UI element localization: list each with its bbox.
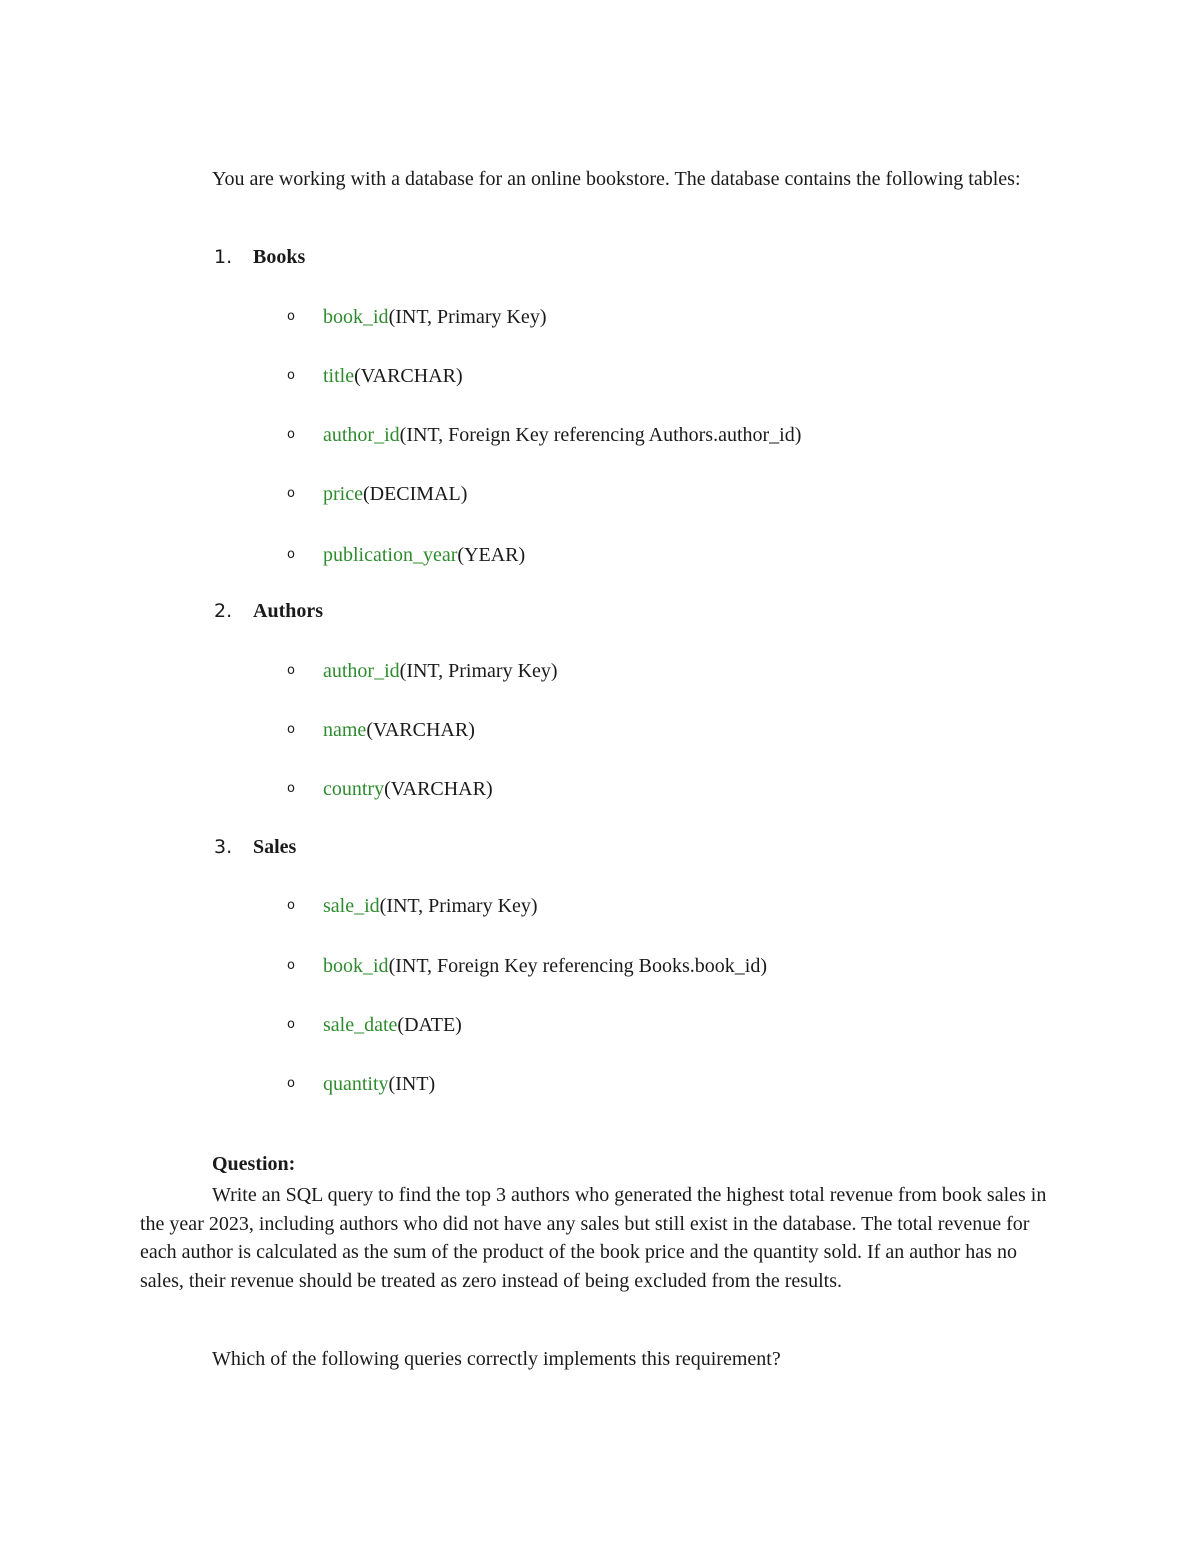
field-type: (DATE) bbox=[397, 1014, 462, 1036]
bullet-icon: o bbox=[287, 722, 295, 737]
section-title: Authors bbox=[253, 600, 324, 622]
field-type: (INT, Primary Key) bbox=[379, 895, 538, 917]
bullet-icon: o bbox=[287, 663, 295, 678]
bullet-icon: o bbox=[287, 781, 295, 796]
field-name: publication_year(YEAR) bbox=[323, 544, 526, 566]
field-name: sale_id(INT, Primary Key) bbox=[323, 895, 538, 917]
field-type: (VARCHAR) bbox=[366, 719, 475, 741]
bullet-icon: o bbox=[287, 898, 295, 913]
field-name: name(VARCHAR) bbox=[323, 719, 475, 741]
section-number: 2. bbox=[214, 600, 233, 622]
field-name: country(VARCHAR) bbox=[323, 778, 493, 800]
field-type: (YEAR) bbox=[457, 544, 526, 566]
bullet-icon: o bbox=[287, 368, 295, 383]
field-type: (INT) bbox=[388, 1073, 436, 1095]
section-number: 1. bbox=[214, 246, 233, 268]
field-type: (INT, Foreign Key referencing Books.book_id) bbox=[388, 955, 767, 977]
question-body: Write an SQL query to find the top 3 authors who generated the highest total revenue from book sales in the year 2023, including authors who did not have any sales but still exist in the database. The total revenue for each author is calculated as the sum of the product of the book price and the quantity sold. If an author has no sales, their revenue should be treated as zero instead of being excluded from the results. bbox=[140, 1184, 1047, 1292]
bullet-icon: o bbox=[287, 547, 295, 562]
bullet-icon: o bbox=[287, 486, 295, 501]
bullet-icon: o bbox=[287, 309, 295, 324]
field-name: price(DECIMAL) bbox=[323, 483, 468, 505]
bullet-icon: o bbox=[287, 1017, 295, 1032]
field-name: quantity(INT) bbox=[323, 1073, 436, 1095]
field-name: book_id(INT, Primary Key) bbox=[323, 306, 547, 328]
field-name: author_id(INT, Foreign Key referencing Authors.author_id) bbox=[323, 424, 802, 446]
question-heading: Question: bbox=[212, 1153, 296, 1175]
bullet-icon: o bbox=[287, 427, 295, 442]
field-name: author_id(INT, Primary Key) bbox=[323, 660, 558, 682]
field-type: (VARCHAR) bbox=[354, 365, 463, 387]
field-type: (VARCHAR) bbox=[384, 778, 493, 800]
section-number: 3. bbox=[214, 836, 233, 858]
field-name: title(VARCHAR) bbox=[323, 365, 463, 387]
field-type: (INT, Primary Key) bbox=[399, 660, 558, 682]
field-name: book_id(INT, Foreign Key referencing Books.book_id) bbox=[323, 955, 767, 977]
question-prompt: Which of the following queries correctly implements this requirement? bbox=[212, 1348, 781, 1370]
bullet-icon: o bbox=[287, 1076, 295, 1091]
section-title: Books bbox=[253, 246, 306, 268]
field-type: (INT, Primary Key) bbox=[388, 306, 547, 328]
field-type: (INT, Foreign Key referencing Authors.author_id) bbox=[399, 424, 802, 446]
section-title: Sales bbox=[253, 836, 297, 858]
field-type: (DECIMAL) bbox=[362, 483, 468, 505]
field-name: sale_date(DATE) bbox=[323, 1014, 462, 1036]
intro-paragraph: You are working with a database for an online bookstore. The database contains the following tables: bbox=[212, 168, 1021, 190]
bullet-icon: o bbox=[287, 958, 295, 973]
